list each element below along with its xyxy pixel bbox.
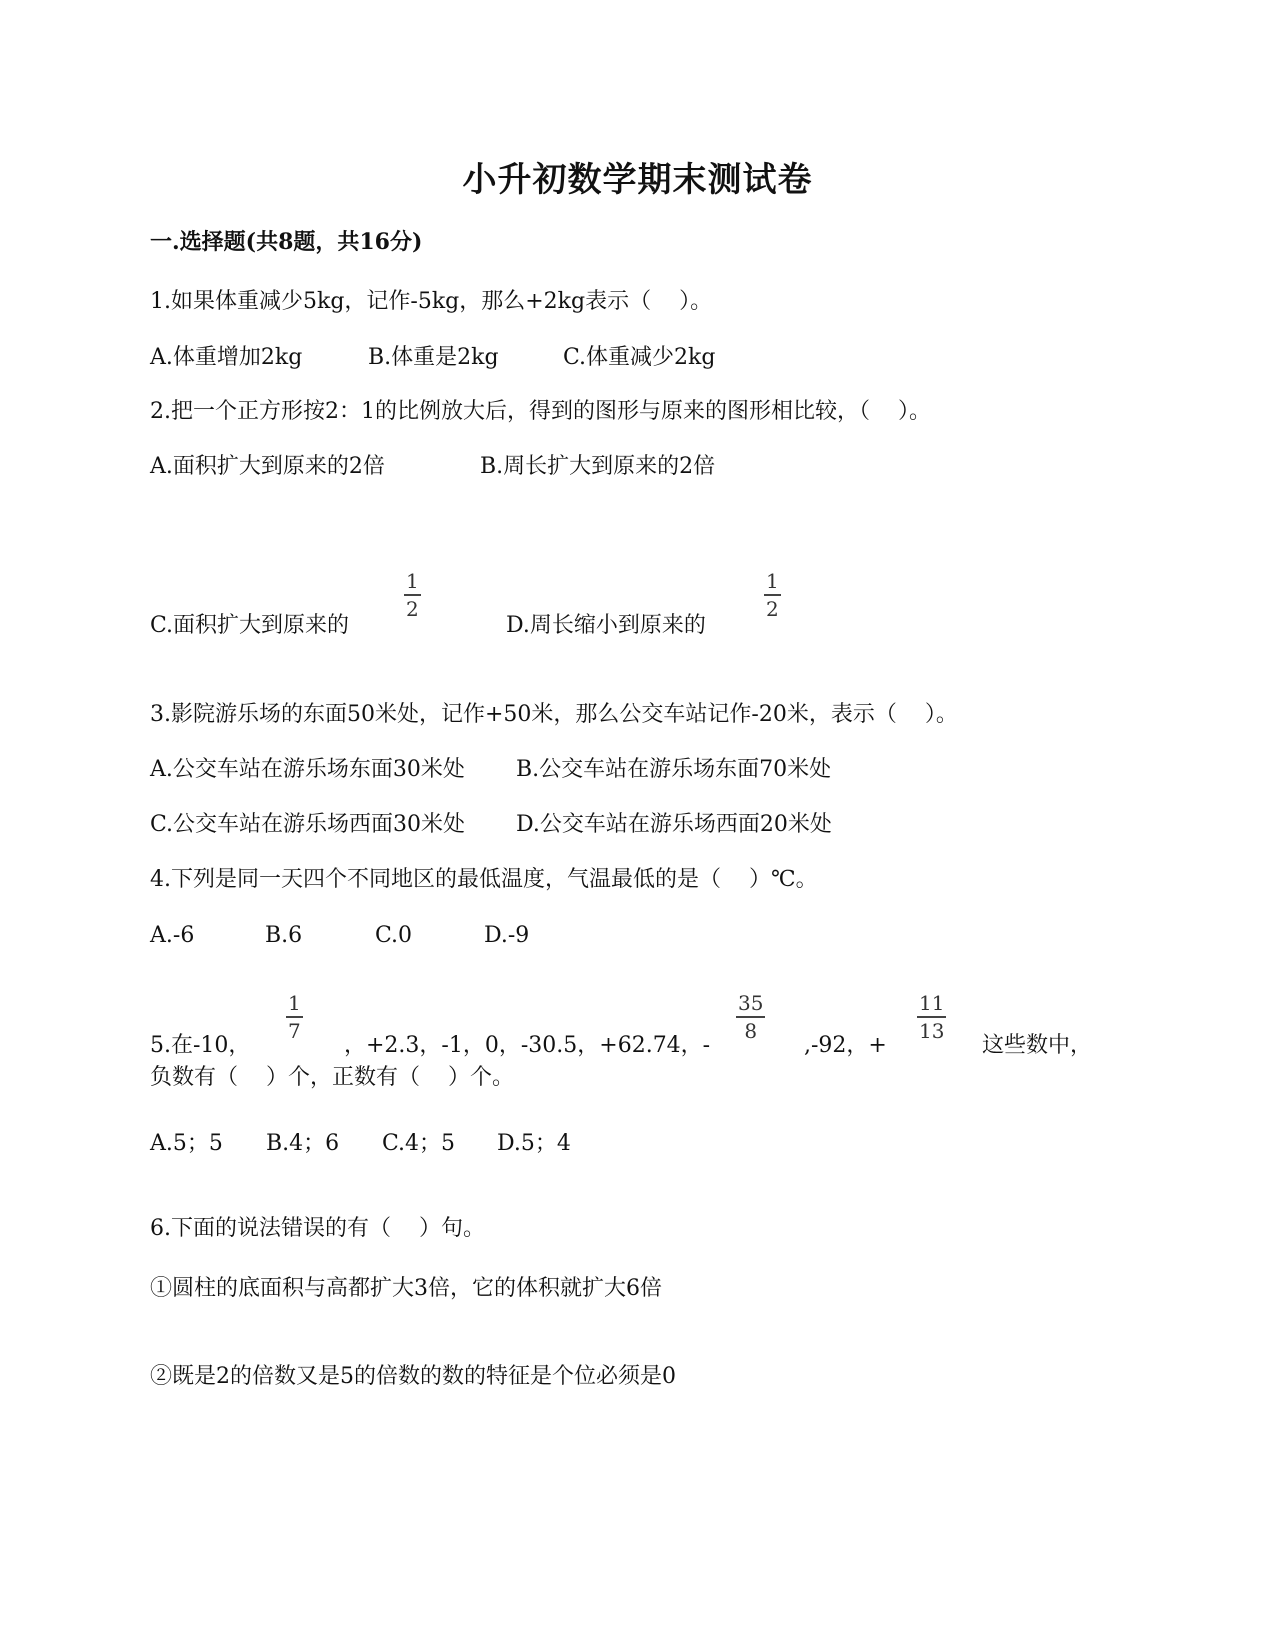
fraction-denominator: 8 <box>744 1018 758 1043</box>
q4-option-c: C.0 <box>375 923 413 948</box>
fraction-bar <box>917 1016 946 1018</box>
q2-option-d: D.周长缩小到原来的 <box>506 613 706 638</box>
fraction-denominator: 2 <box>766 596 779 621</box>
q2-option-a: A.面积扩大到原来的2倍 <box>150 454 385 479</box>
page-title: 小升初数学期末测试卷 <box>462 160 813 200</box>
q5-option-b: B.4；6 <box>266 1131 340 1156</box>
q5-fraction-1 <box>286 992 303 1042</box>
q2-option-b: B.周长扩大到原来的2倍 <box>480 454 716 479</box>
question-4-stem: 4.下列是同一天四个不同地区的最低温度，气温最低的是（ ）℃。 <box>150 867 818 892</box>
q5-fraction-2 <box>736 992 765 1042</box>
q1-option-c: C.体重减少2kg <box>563 345 716 370</box>
section-heading: 一.选择题(共8题，共16分) <box>150 229 423 255</box>
q5-text-2: ，+2.3，-1，0，-30.5，+62.74，- <box>344 1033 711 1058</box>
question-6-stem: 6.下面的说法错误的有（ ）句。 <box>150 1216 485 1241</box>
question-1-stem: 1.如果体重减少5kg，记作-5kg，那么+2kg表示（ ）。 <box>150 289 713 314</box>
q5-text-line2: 负数有（ ）个，正数有（ ）个。 <box>150 1065 514 1090</box>
q1-option-b: B.体重是2kg <box>368 345 499 370</box>
fraction-bar <box>286 1016 303 1018</box>
fraction-bar <box>736 1016 765 1018</box>
q4-option-a: A.-6 <box>150 923 195 948</box>
q2-fraction-c <box>404 570 421 620</box>
fraction-numerator: 1 <box>288 991 301 1015</box>
q6-statement-2: ②既是2的倍数又是5的倍数的数的特征是个位必须是0 <box>150 1364 676 1389</box>
q5-option-c: C.4；5 <box>382 1131 456 1156</box>
fraction-numerator: 1 <box>766 569 779 593</box>
q2-fraction-d <box>764 570 781 620</box>
fraction-bar <box>764 594 781 596</box>
q3-option-b: B.公交车站在游乐场东面70米处 <box>516 757 832 782</box>
fraction-denominator: 13 <box>919 1018 945 1043</box>
q6-statement-1: ①圆柱的底面积与高都扩大3倍，它的体积就扩大6倍 <box>150 1276 662 1301</box>
q5-text-3: ,-92，+ <box>804 1033 887 1058</box>
q2-option-c: C.面积扩大到原来的 <box>150 613 350 638</box>
fraction-bar <box>404 594 421 596</box>
q5-text-4: 这些数中， <box>982 1033 1093 1058</box>
fraction-numerator: 11 <box>919 991 945 1015</box>
fraction-numerator: 35 <box>738 991 764 1015</box>
question-2-stem: 2.把一个正方形按2：1的比例放大后，得到的图形与原来的图形相比较，（ ）。 <box>150 399 931 424</box>
q4-option-d: D.-9 <box>484 923 530 948</box>
q3-option-c: C.公交车站在游乐场西面30米处 <box>150 812 466 837</box>
fraction-denominator: 7 <box>288 1018 301 1043</box>
q3-option-a: A.公交车站在游乐场东面30米处 <box>150 757 465 782</box>
q4-option-b: B.6 <box>265 923 303 948</box>
q5-fraction-3 <box>917 992 946 1042</box>
fraction-numerator: 1 <box>406 569 419 593</box>
q5-option-a: A.5；5 <box>150 1131 223 1156</box>
question-3-stem: 3.影院游乐场的东面50米处，记作+50米，那么公交车站记作-20米，表示（ ）。 <box>150 702 958 727</box>
q1-option-a: A.体重增加2kg <box>150 345 303 370</box>
q5-option-d: D.5；4 <box>497 1131 571 1156</box>
fraction-denominator: 2 <box>406 596 419 621</box>
q5-text-1: 5.在-10， <box>150 1033 251 1058</box>
q3-option-d: D.公交车站在游乐场西面20米处 <box>516 812 832 837</box>
